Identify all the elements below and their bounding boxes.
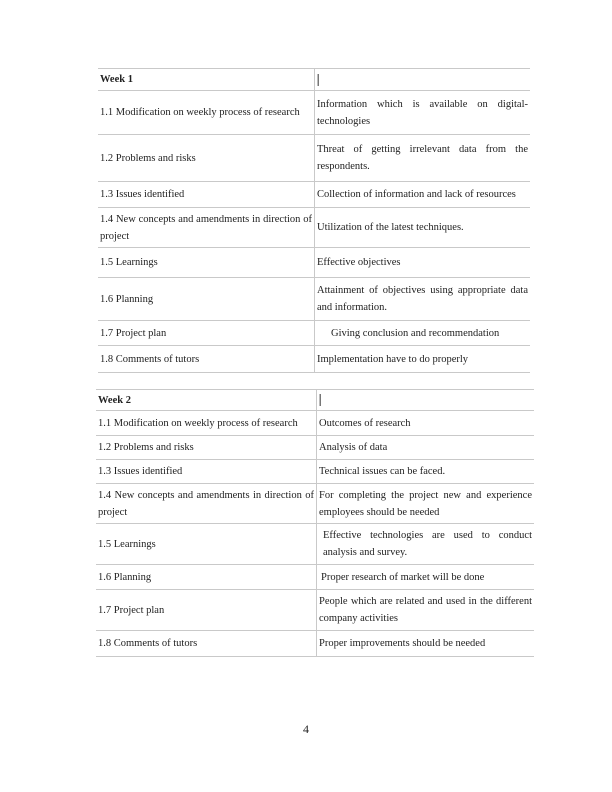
row-label: 1.8 Comments of tutors	[96, 631, 317, 657]
row-value: Effective technologies are used to conduct analysis and survey.	[317, 524, 535, 565]
table-row	[96, 524, 534, 565]
table-row	[98, 208, 530, 248]
row-value: For completing the project new and experience employees should be needed	[317, 484, 535, 524]
table-row	[98, 248, 530, 278]
row-value: Giving conclusion and recommendation	[315, 321, 531, 346]
text-cursor-icon	[317, 74, 319, 86]
row-label: 1.4 New concepts and amendments in direction of project	[96, 484, 317, 524]
row-value: Technical issues can be faced.	[317, 460, 535, 484]
table-row	[98, 91, 530, 135]
row-label: 1.6 Planning	[98, 278, 315, 321]
row-label: 1.2 Problems and risks	[96, 436, 317, 460]
table-row	[98, 321, 530, 346]
row-value: Proper improvements should be needed	[317, 631, 535, 657]
row-label: 1.5 Learnings	[98, 248, 315, 278]
row-value: Information which is available on digital- technologies	[315, 91, 531, 135]
row-value: People which are related and used in the different company activities	[317, 590, 535, 631]
row-value: Proper research of market will be done	[317, 565, 535, 590]
week-2-table	[96, 389, 534, 657]
table-row	[96, 436, 534, 460]
table-row	[96, 631, 534, 657]
week-2-title: Week 2	[96, 390, 317, 411]
row-value: Analysis of data	[317, 436, 535, 460]
table-row	[96, 565, 534, 590]
row-label: 1.7 Project plan	[96, 590, 317, 631]
row-label: 1.1 Modification on weekly process of research	[98, 91, 315, 135]
row-label: 1.1 Modification on weekly process of research	[96, 411, 317, 436]
page-number: 4	[303, 722, 309, 736]
week-2-header-blank	[317, 390, 535, 411]
week-1-title: Week 1	[98, 69, 315, 91]
table-row	[96, 460, 534, 484]
week-1-table	[98, 68, 530, 373]
table-row	[96, 590, 534, 631]
row-label: 1.5 Learnings	[96, 524, 317, 565]
week-1-header-blank	[315, 69, 531, 91]
row-label: 1.4 New concepts and amendments in direction of project	[98, 208, 315, 248]
text-cursor-icon	[319, 394, 321, 406]
row-value: Implementation have to do properly	[315, 346, 531, 373]
table-row	[96, 411, 534, 436]
table-row	[98, 182, 530, 208]
row-label: 1.3 Issues identified	[98, 182, 315, 208]
table-row	[96, 484, 534, 524]
row-label: 1.2 Problems and risks	[98, 135, 315, 182]
row-value: Utilization of the latest techniques.	[315, 208, 531, 248]
table-row	[98, 135, 530, 182]
row-value: Effective objectives	[315, 248, 531, 278]
row-label: 1.3 Issues identified	[96, 460, 317, 484]
row-label: 1.7 Project plan	[98, 321, 315, 346]
table-row	[98, 346, 530, 373]
row-value: Threat of getting irrelevant data from the respondents.	[315, 135, 531, 182]
row-label: 1.8 Comments of tutors	[98, 346, 315, 373]
row-value: Outcomes of research	[317, 411, 535, 436]
table-row	[98, 278, 530, 321]
row-value: Attainment of objectives using appropriate data and information.	[315, 278, 531, 321]
row-value: Collection of information and lack of resources	[315, 182, 531, 208]
row-label: 1.6 Planning	[96, 565, 317, 590]
week-1-header-row	[98, 69, 530, 91]
week-2-header-row	[96, 390, 534, 411]
